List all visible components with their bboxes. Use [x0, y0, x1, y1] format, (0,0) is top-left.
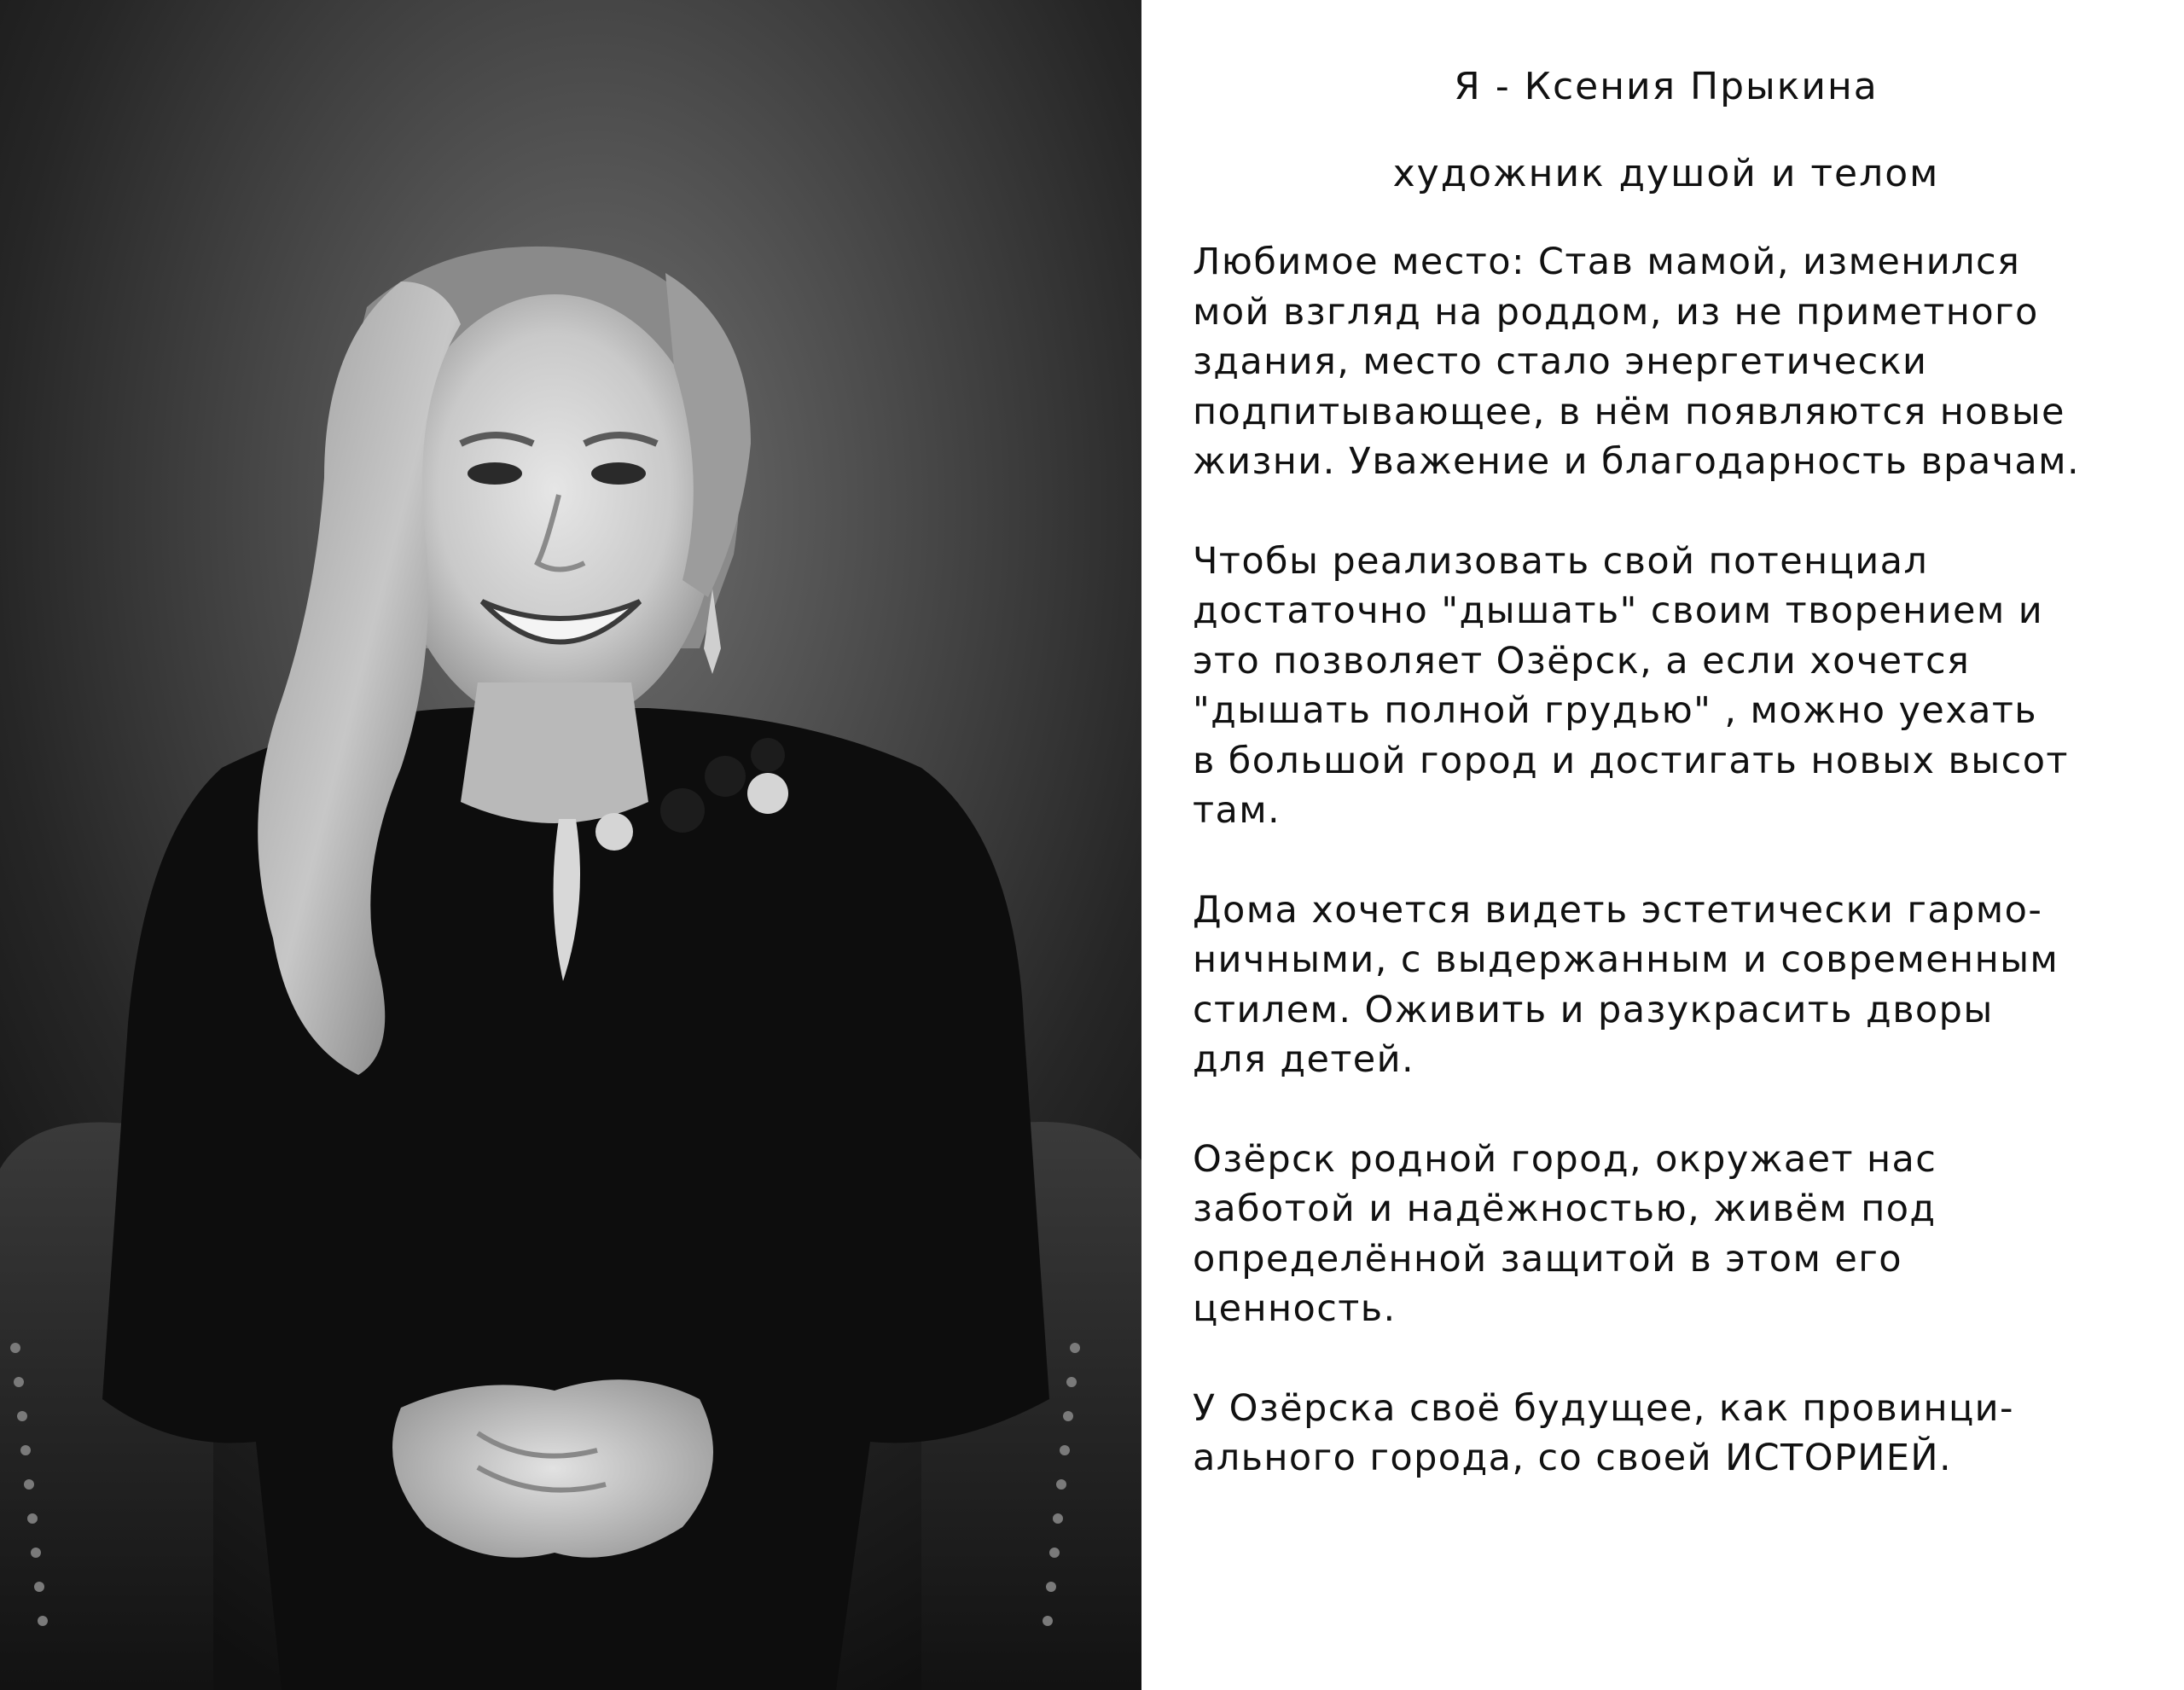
right-eye [591, 462, 646, 485]
bio-title: Я - Ксения Прыкина [1454, 65, 1879, 108]
bio-text-panel [1141, 0, 2184, 1690]
paragraph-hometown: Озёрск родной город, окружает нас заботой и надёжностью, живём под определённой защитой в этом его ценность. [1193, 1137, 1937, 1330]
neck [461, 682, 648, 823]
brooch-left [595, 813, 633, 851]
paragraph-future: У Озёрска своё будущее, как провинци- ального города, со своей ИСТОРИЕЙ. [1193, 1386, 2014, 1479]
paragraph-potential: Чтобы реализовать свой потенциал достаточно "дышать" своим творением и это позволяет Озёрск, а если хочется "дышать полной грудью" , можно уехать в большой город и достигать новых высот там. [1193, 539, 2069, 832]
brooch-right [747, 773, 788, 814]
paragraph-homes: Дома хочется видеть эстетически гармо- ничными, с выдержанным и современным стилем. Оживить и разукрасить дворы для детей. [1193, 888, 2059, 1081]
paragraph-favorite-place: Любимое место: Став мамой, изменился мой взгляд на роддом, из не приметного здания, место стало энергетически подпитывающее, в нём появляются новые жизни. Уважение и благодарность врачам. [1193, 241, 2081, 483]
clasped-hands [392, 1379, 713, 1558]
left-eye [468, 462, 522, 485]
bio-subtitle: художник душой и телом [1392, 152, 1940, 195]
